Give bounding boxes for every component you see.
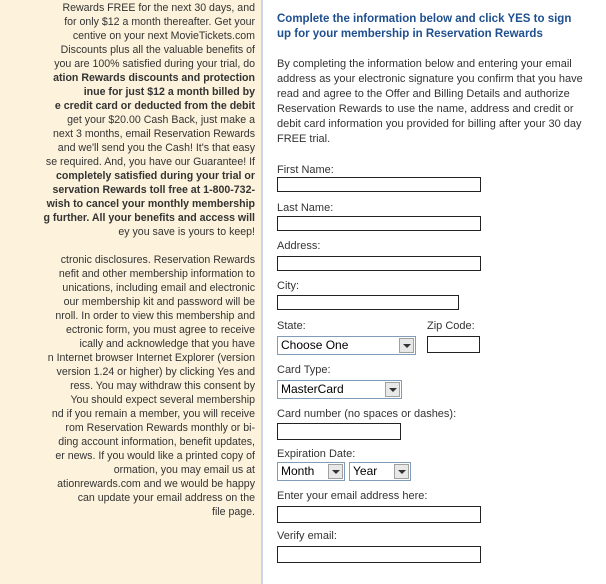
terms-panel [0, 0, 263, 584]
chevron-down-icon[interactable] [328, 464, 343, 479]
card-type-select-value: MasterCard [281, 382, 344, 396]
state-label: State: [277, 320, 306, 332]
terms-line: e credit card or deducted from the debit [54, 100, 255, 112]
terms-line: ctronic disclosures. Reservation Rewards [60, 254, 255, 266]
state-select-value: Choose One [281, 338, 349, 352]
card-type-label: Card Type: [277, 364, 331, 376]
form-heading: Complete the information below and click YES to sign up for your membership in Reservation Rewards [277, 13, 572, 40]
email-label: Enter your email address here: [277, 490, 428, 502]
terms-line: version 1.24 or higher) by clicking Yes and [56, 366, 255, 378]
address-input[interactable] [277, 256, 481, 271]
terms-line: er news. If you would like a printed copy of [55, 450, 255, 462]
terms-line: nefit and other membership information to [58, 268, 255, 280]
first-name-label: First Name: [277, 164, 334, 176]
terms-line: Rewards FREE for the next 30 days, and [62, 2, 255, 14]
expiration-month-select[interactable] [277, 462, 345, 481]
expiration-year-value: Year [353, 464, 378, 478]
terms-line: n Internet browser Internet Explorer (version [47, 352, 255, 364]
city-label: City: [277, 280, 299, 292]
expiration-month-value: Month [281, 464, 315, 478]
terms-line: centive on your next MovieTickets.com [72, 30, 255, 42]
first-name-input[interactable] [277, 177, 481, 192]
terms-line: se required. And, you have our Guarantee! If [45, 156, 255, 168]
expiration-year-select[interactable] [349, 462, 411, 481]
terms-line: g further. All your benefits and access will [43, 212, 255, 224]
terms-line: nd if you remain a member, you will receive [51, 408, 255, 420]
terms-line: unications, including email and electronic [62, 282, 255, 294]
chevron-down-icon[interactable] [385, 382, 400, 397]
terms-line: Discounts plus all the valuable benefits of [60, 44, 255, 56]
terms-line: ation Rewards discounts and protection [53, 72, 255, 84]
terms-line: nroll. In order to view this membership and [55, 310, 255, 322]
terms-line: for only $12 a month thereafter. Get your [64, 16, 255, 28]
terms-line: inue for just $12 a month billed by [83, 86, 255, 98]
terms-line: file page. [212, 506, 255, 518]
state-select[interactable] [277, 336, 416, 355]
terms-line: servation Rewards toll free at 1-800-732- [52, 184, 255, 196]
terms-line: ey you save is yours to keep! [118, 226, 255, 238]
form-intro: By completing the information below and entering your email address as your electronic signature you confirm that you have read and agree to the Offer and Billing Details and authorize Reservation Rewards to use the name, address and credit or debit card information you provided for billing after your 30 day FREE trial. [277, 58, 583, 145]
last-name-input[interactable] [277, 216, 481, 231]
terms-line: wish to cancel your monthly membership [46, 198, 255, 210]
paragraph-gap [0, 239, 255, 253]
terms-line: ress. You may withdraw this consent by [70, 380, 255, 392]
terms-line: You should expect several membership [70, 394, 255, 406]
card-number-input[interactable] [277, 423, 401, 440]
city-input[interactable] [277, 295, 459, 310]
zip-code-input[interactable] [427, 336, 480, 353]
terms-line: and we'll send you the Cash! It's that easy [57, 142, 255, 154]
verify-email-label: Verify email: [277, 530, 337, 542]
terms-line: ationrewards.com and we would be happy [57, 478, 255, 490]
terms-line: get your $20.00 Cash Back, just make a [67, 114, 255, 126]
terms-line: ectronic form, you must agree to receive [65, 324, 255, 336]
expiration-date-label: Expiration Date: [277, 448, 356, 460]
verify-email-input[interactable] [277, 546, 481, 563]
terms-line: can update your email address on the [77, 492, 255, 504]
terms-text [0, 1, 255, 519]
chevron-down-icon[interactable] [399, 338, 414, 353]
terms-line: completely satisfied during your trial or [56, 170, 255, 182]
terms-line: our membership kit and password will be [63, 296, 255, 308]
terms-line: ically and acknowledge that you have [79, 338, 255, 350]
address-label: Address: [277, 240, 321, 252]
terms-line: ormation, you may email us at [113, 464, 255, 476]
terms-line: next 3 months, email Reservation Rewards [53, 128, 255, 140]
card-number-label: Card number (no spaces or dashes): [277, 408, 457, 420]
chevron-down-icon[interactable] [394, 464, 409, 479]
terms-line: rom Reservation Rewards monthly or bi- [65, 422, 255, 434]
terms-line: ding account information, benefit updates, [58, 436, 255, 448]
email-input[interactable] [277, 506, 481, 523]
signup-form [263, 0, 606, 584]
terms-line: you are 100% satisfied during your trial, do [54, 58, 255, 70]
zip-code-label: Zip Code: [427, 320, 475, 332]
last-name-label: Last Name: [277, 202, 334, 214]
card-type-select[interactable] [277, 380, 402, 399]
